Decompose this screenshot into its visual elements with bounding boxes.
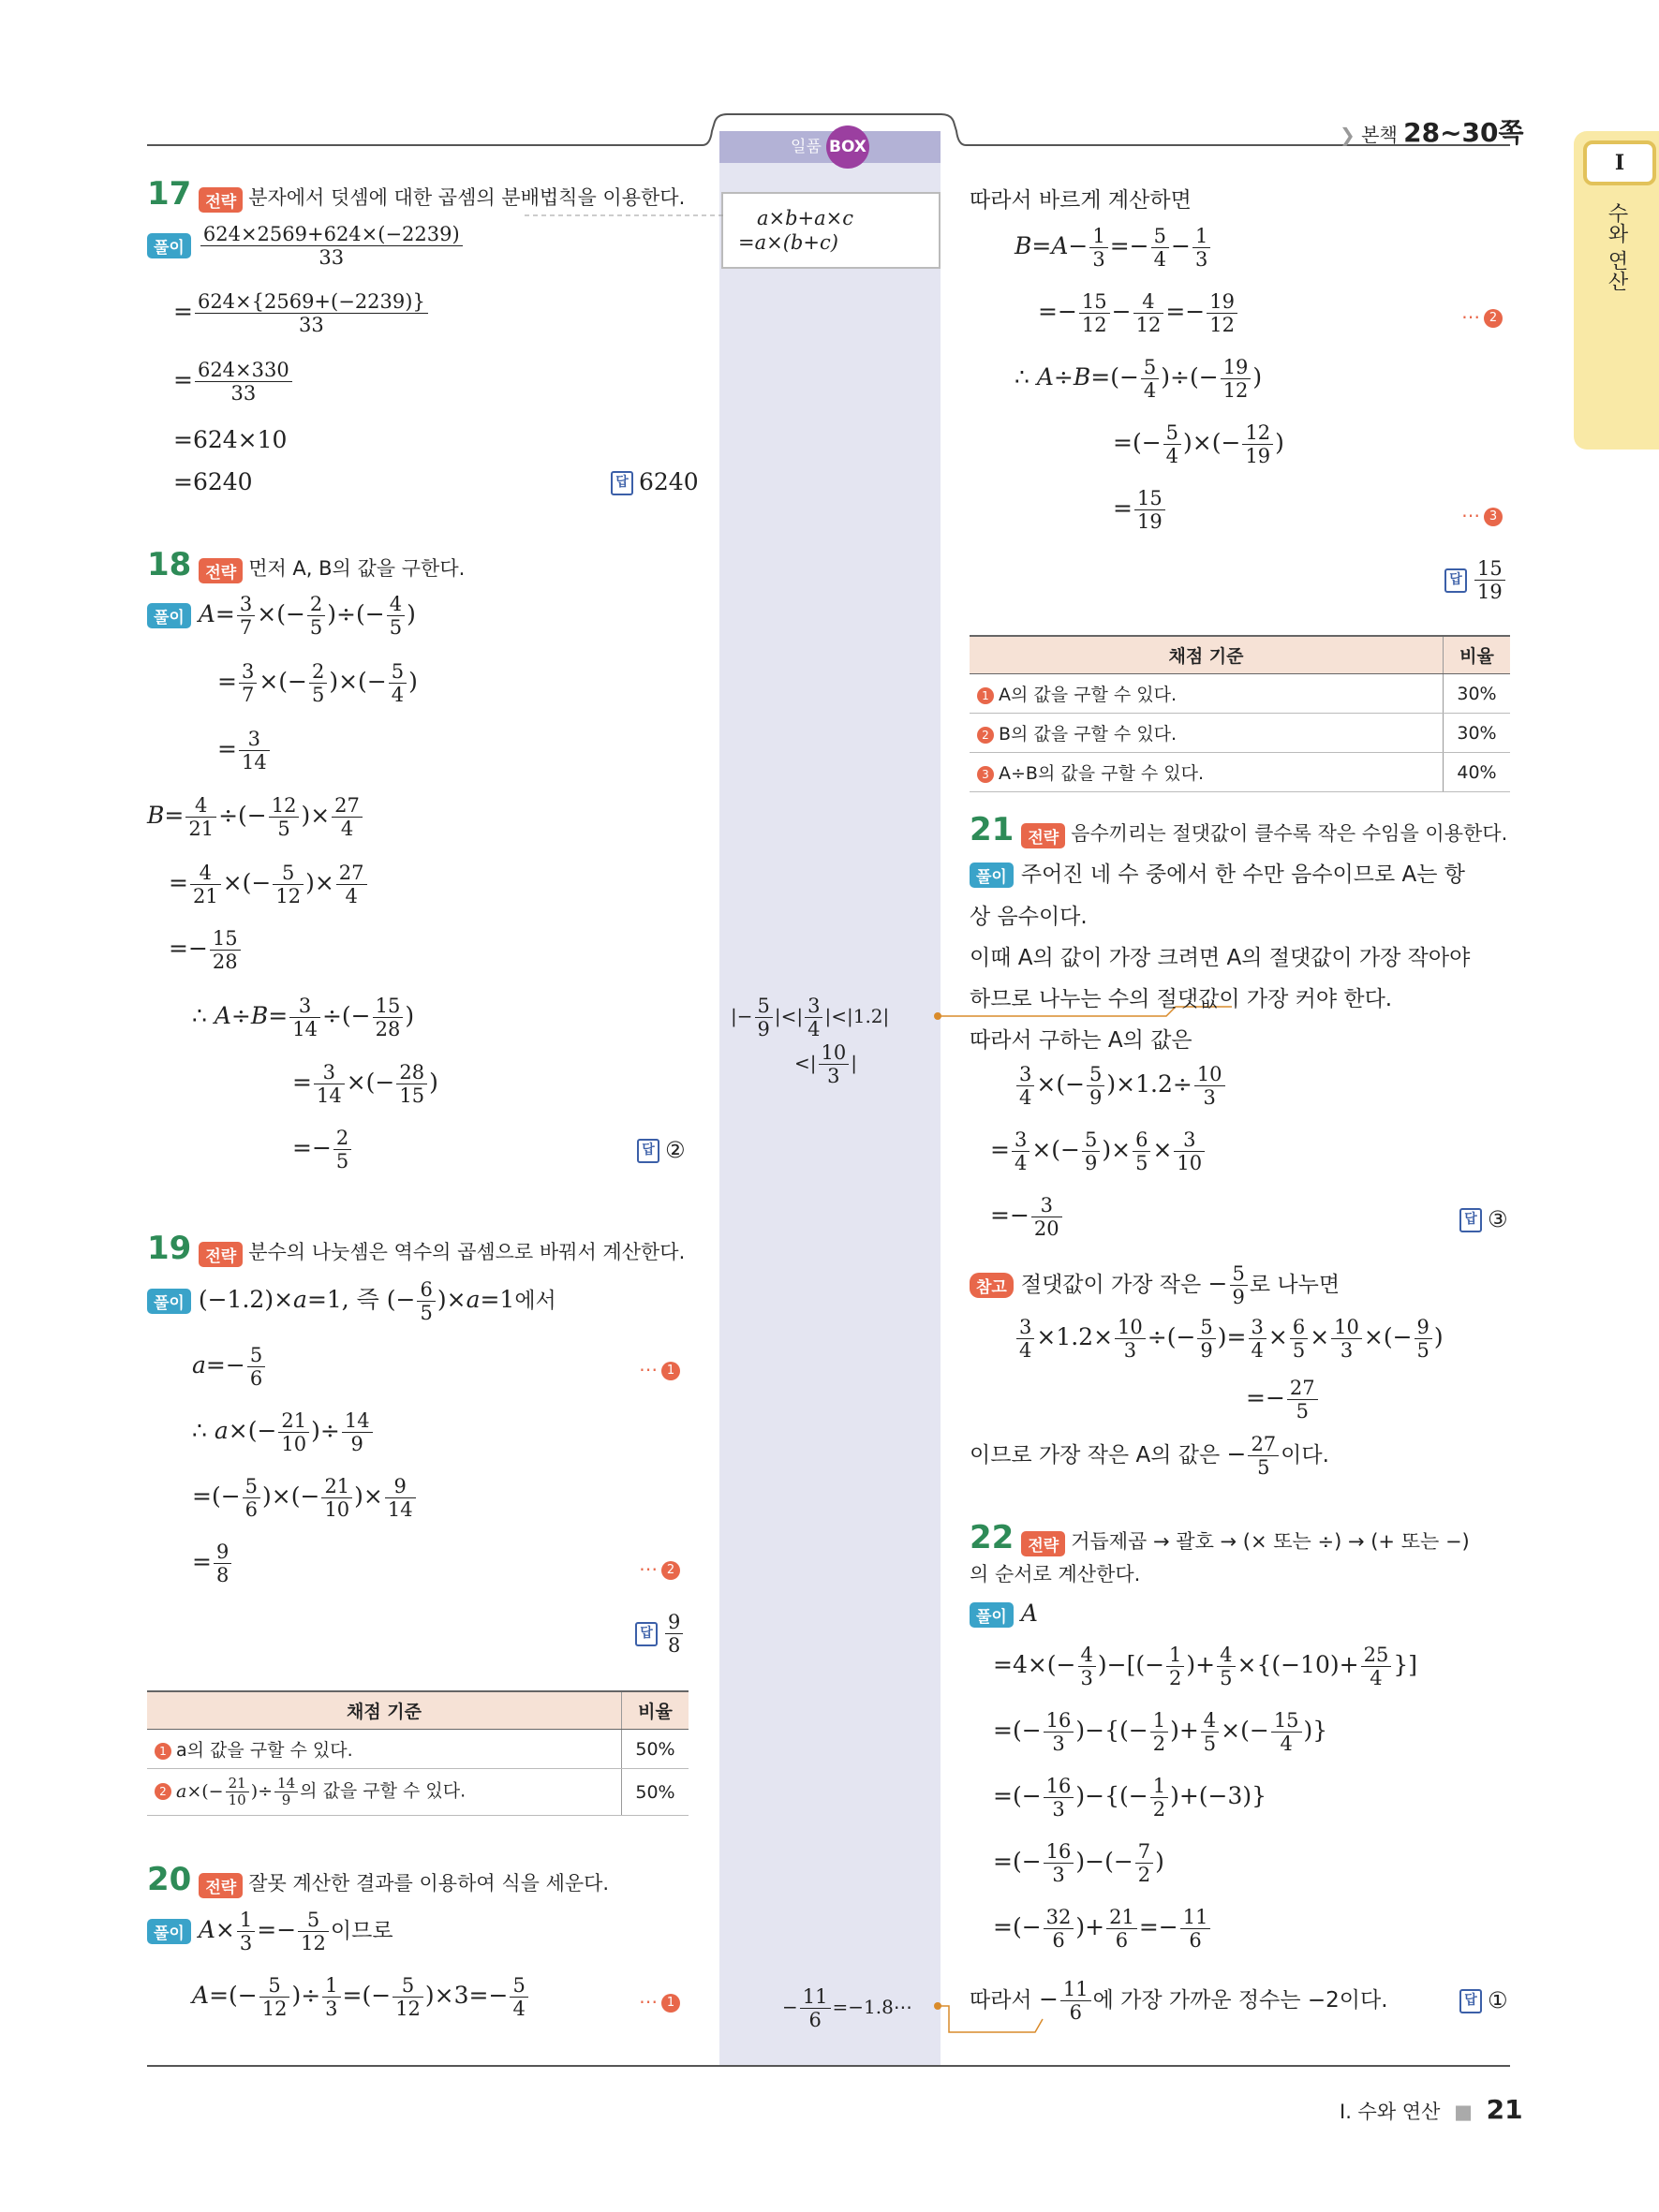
p18-line6: =− $\frac{15}{28}$ xyxy=(169,927,243,973)
problem-19-header: 19 전략 분수의 나눗셈은 역수의 곱셈으로 바꿔서 계산한다. xyxy=(147,1230,686,1267)
p18-line2: = $\frac{3}{7}$ ×(− $\frac{2}{5}$ )×(− $\frac{5}{4}$ ) xyxy=(217,660,418,706)
p22-answer: 답 ① xyxy=(1459,1987,1508,2013)
footer-rule xyxy=(147,2065,1510,2067)
problem-17-header: 17 전략 분자에서 덧셈에 대한 곱셈의 분배법칙을 이용한다. xyxy=(147,175,686,213)
p22-line5: =(− $\frac{32}{6}$ )+ $\frac{21}{6}$ =− $\frac{11}{6}$ xyxy=(993,1906,1212,1952)
p21-note-line2: =− $\frac{27}{5}$ xyxy=(1246,1377,1320,1423)
p21-answer: 답 ③ xyxy=(1459,1206,1508,1232)
p21-sol1: 풀이 주어진 네 수 중에서 한 수만 음수이므로 A는 항 xyxy=(970,857,1465,888)
p18-line1: 풀이 A= $\frac{3}{7}$ ×(− $\frac{2}{5}$ )÷(− $\frac{4}{5}$ ) xyxy=(147,593,416,639)
p20-AB-line3: = $\frac{15}{19}$ xyxy=(1113,487,1167,533)
p17-line4: =624×10 xyxy=(173,426,288,453)
p21-note1: 참고 절댓값이 가장 작은 − $\frac{5}{9}$ 로 나누면 xyxy=(970,1262,1340,1308)
p21-line1: $\frac{3}{4}$ ×(− $\frac{5}{9}$ )×1.2÷ $\frac{10}{3}$ xyxy=(1015,1063,1227,1109)
p20-line1: 풀이 A× $\frac{1}{3}$ =− $\frac{5}{12}$ 이므로 xyxy=(147,1909,393,1954)
p20-cont-intro: 따라서 바르게 계산하면 xyxy=(970,188,1192,213)
p20-line2: A=(− $\frac{5}{12}$ )÷ $\frac{1}{3}$ =(− $\frac{5}{12}$ )×3=− $\frac{5}{4}$ xyxy=(192,1974,530,2020)
box-decimal: − $\frac{11}{6}$ =−1.8⋯ xyxy=(782,1985,912,2031)
p20-AB-line2: =(− $\frac{5}{4}$ )×(− $\frac{12}{19}$ ) xyxy=(1113,421,1284,467)
problem-20-header: 20 전략 잘못 계산한 결과를 이용하여 식을 세운다. xyxy=(147,1861,610,1898)
p21-sol5: 따라서 구하는 A의 값은 xyxy=(970,1028,1192,1053)
p18-line5: = $\frac{4}{21}$ ×(− $\frac{5}{12}$ )× $\frac{27}{4}$ xyxy=(169,862,369,907)
p18-line9: =− $\frac{2}{5}$ xyxy=(292,1127,353,1172)
p18-answer: 답 ② xyxy=(637,1137,686,1163)
p19-line4: =(− $\frac{5}{6}$ )×(− $\frac{21}{10}$ )× $\frac{9}{14}$ xyxy=(192,1475,418,1521)
box-distributive: a×b+a×c =a×(b+c) xyxy=(721,192,941,269)
p21-sol3: 이때 A의 값이 가장 크려면 A의 절댓값이 가장 작아야 xyxy=(970,946,1471,970)
p22-strategy2: 의 순서로 계산한다. xyxy=(970,1563,1141,1585)
p20-answer: 답 $\frac{15}{19}$ xyxy=(1444,557,1507,603)
p19-answer: 답 $\frac{9}{8}$ xyxy=(635,1611,685,1657)
chapter-side-tab xyxy=(1574,131,1659,450)
p17-line1: 풀이 $\frac{624\times 2569+624\times(-2239)}{33}$ xyxy=(147,223,465,269)
p20-step3: ⋯ 3 xyxy=(1461,504,1503,526)
p20-B-line1: B=A− $\frac{1}{3}$ =− $\frac{5}{4}$ − $\frac{1}{3}$ xyxy=(1015,225,1212,271)
p19-step2: ⋯ 2 xyxy=(639,1557,680,1580)
p19-line3: ∴ a×(− $\frac{21}{10}$ )÷ $\frac{14}{9}$ xyxy=(192,1409,375,1455)
problem-22-header: 22 전략 거듭제곱 → 괄호 → (× 또는 ÷) → (+ 또는 −) xyxy=(970,1519,1470,1556)
p19-score-table: 채점 기준 비율 1 a의 값을 구할 수 있다. 50% 2 a×(− $\frac{21}{10}$ )÷ $\frac{14}{9}$ 의 값을 구할 수 있다. 50% xyxy=(147,1690,689,1816)
box-header: 일품 BOX xyxy=(719,131,941,163)
footer: I. 수와 연산 ■ 21 xyxy=(1340,2094,1523,2125)
page-reference: ❯ 본책 28~30쪽 xyxy=(1340,117,1524,148)
p20-B-line2: =− $\frac{15}{12}$ − $\frac{4}{12}$ =− $\frac{19}{12}$ xyxy=(1038,290,1239,336)
p21-line3: =− $\frac{3}{20}$ xyxy=(990,1194,1064,1240)
box-abs-compare: |− $\frac{5}{9}$ |<| $\frac{3}{4}$ |<|1.2| xyxy=(731,995,890,1040)
p17-line5: =6240 xyxy=(173,468,253,495)
p21-note-line1: $\frac{3}{4}$ ×1.2× $\frac{10}{3}$ ÷(− $\frac{5}{9}$ )= $\frac{3}{4}$ × $\frac{6}{5}$ × $\frac{10}{3}$ ×(− $\frac{9}{5}$ ) xyxy=(1015,1316,1444,1362)
page-number: 21 xyxy=(1486,2094,1523,2125)
p20-step2: ⋯ 2 xyxy=(1461,305,1503,328)
box-column xyxy=(719,131,941,2065)
p18-line7: ∴ A÷B= $\frac{3}{14}$ ÷(− $\frac{15}{28}$ ) xyxy=(192,995,415,1040)
p18-line8: = $\frac{3}{14}$ ×(− $\frac{28}{15}$ ) xyxy=(292,1061,438,1107)
footer-chapter: I. 수와 연산 xyxy=(1340,2101,1441,2123)
p19-line5: = $\frac{9}{8}$ xyxy=(192,1541,233,1586)
problem-21-header: 21 전략 음수끼리는 절댓값이 클수록 작은 수임을 이용한다. xyxy=(970,811,1508,848)
p17-line2: = $\frac{624\times\{2569+(-2239)\}}{33}$ xyxy=(173,290,430,336)
p22-line0: 풀이 A xyxy=(970,1600,1038,1628)
p17-line3: = $\frac{624\times 330}{33}$ xyxy=(173,359,294,405)
p17-answer: 답 6240 xyxy=(611,468,699,495)
p22-line4: =(− $\frac{16}{3}$ )−(− $\frac{7}{2}$ ) xyxy=(993,1840,1164,1886)
p22-line1: =4×(− $\frac{4}{3}$ )−[(− $\frac{1}{2}$ )+ $\frac{4}{5}$ ×{(−10)+ $\frac{25}{4}$ }] xyxy=(993,1644,1417,1689)
p21-sol2: 상 음수이다. xyxy=(970,905,1088,929)
p20-score-table: 채점 기준 비율 1 A의 값을 구할 수 있다. 30% 2 B의 값을 구할 수 있다. 30% 3 A÷B의 값을 구할 수 있다. 40% xyxy=(970,635,1510,792)
box-abs-compare-2: <| $\frac{10}{3}$ | xyxy=(794,1041,857,1087)
p20-AB-line1: ∴ A÷B=(− $\frac{5}{4}$ )÷(− $\frac{19}{12}$ ) xyxy=(1015,356,1263,402)
p21-sol4: 하므로 나누는 수의 절댓값이 가장 커야 한다. xyxy=(970,987,1393,1011)
p21-note-end: 이므로 가장 작은 A의 값은 − $\frac{27}{5}$ 이다. xyxy=(970,1433,1329,1479)
p21-line2: = $\frac{3}{4}$ ×(− $\frac{5}{9}$ )× $\frac{6}{5}$ × $\frac{3}{10}$ xyxy=(990,1128,1207,1174)
p19-line2: a=− $\frac{5}{6}$ xyxy=(192,1344,267,1390)
p18-line4: B= $\frac{4}{21}$ ÷(− $\frac{12}{5}$ )× $\frac{27}{4}$ xyxy=(147,794,364,840)
p19-step1: ⋯ 1 xyxy=(639,1358,680,1380)
p22-line2: =(− $\frac{16}{3}$ )−{(− $\frac{1}{2}$ )+ $\frac{4}{5}$ ×(− $\frac{15}{4}$ )} xyxy=(993,1709,1328,1755)
p22-line3: =(− $\frac{16}{3}$ )−{(− $\frac{1}{2}$ )+(−3)} xyxy=(993,1775,1267,1821)
p20-step1: ⋯ 1 xyxy=(639,1990,680,2013)
p18-line3: = $\frac{3}{14}$ xyxy=(217,728,272,774)
p19-line1: 풀이 (−1.2)×a=1, 즉 (− $\frac{6}{5}$ )×a=1에서 xyxy=(147,1278,556,1324)
p22-final: 따라서 − $\frac{11}{6}$ 에 가장 가까운 정수는 −2이다. xyxy=(970,1978,1388,2024)
chapter-roman: I xyxy=(1583,140,1656,185)
chapter-side-label: 수와 연산 xyxy=(1605,202,1628,291)
problem-18-header: 18 전략 먼저 A, B의 값을 구한다. xyxy=(147,546,466,583)
